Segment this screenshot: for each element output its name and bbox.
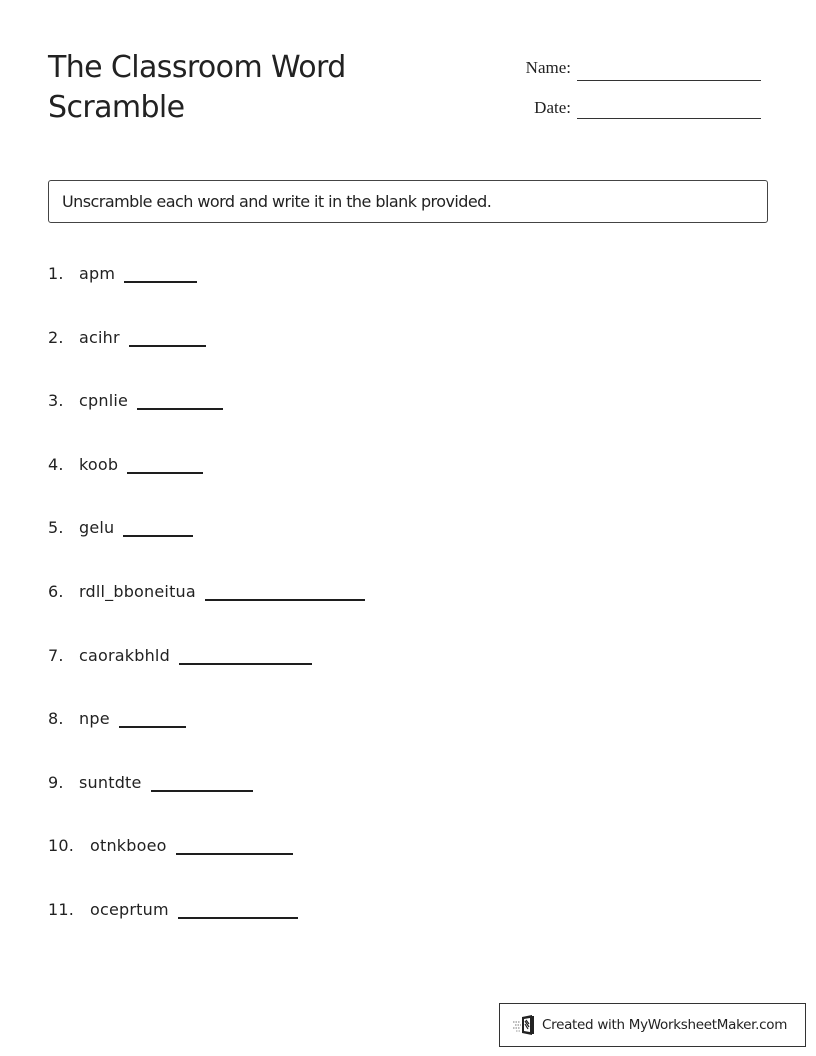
item-number: 6. — [48, 581, 64, 601]
answer-blank[interactable] — [119, 707, 186, 728]
answer-blank[interactable] — [123, 516, 193, 537]
item-number: 7. — [48, 645, 64, 665]
name-field[interactable] — [577, 79, 761, 81]
word-scramble-list — [48, 262, 365, 962]
student-info — [500, 52, 768, 128]
scrambled-word: otnkboeo — [90, 836, 167, 856]
item-number: 2. — [48, 327, 64, 347]
scrambled-word: npe — [79, 709, 110, 729]
scrambled-word: rdll_bboneitua — [79, 581, 196, 601]
item-number: 9. — [48, 772, 64, 792]
date-label: Date: — [534, 98, 571, 117]
answer-blank[interactable] — [179, 644, 312, 665]
footer-credit-badge[interactable] — [499, 1003, 806, 1047]
scramble-item — [48, 898, 365, 962]
answer-blank[interactable] — [205, 580, 365, 601]
answer-blank[interactable] — [178, 898, 298, 919]
footer-credit-text: Created with MyWorksheetMaker.com — [542, 1017, 788, 1033]
item-number: 1. — [48, 264, 64, 283]
scramble-item — [48, 834, 365, 898]
scrambled-word: apm — [79, 264, 116, 283]
scramble-item — [48, 453, 365, 517]
answer-blank[interactable] — [124, 262, 197, 283]
date-row — [500, 90, 768, 128]
answer-blank[interactable] — [127, 453, 203, 474]
answer-blank[interactable] — [151, 771, 253, 792]
scramble-item — [48, 389, 365, 453]
scrambled-word: koob — [79, 454, 119, 474]
scrambled-word: caorakbhld — [79, 645, 170, 665]
answer-blank[interactable] — [137, 389, 223, 410]
item-number: 11. — [48, 899, 75, 919]
scramble-item — [48, 771, 365, 835]
item-number: 5. — [48, 518, 64, 538]
scrambled-word: acihr — [79, 327, 120, 347]
scramble-item — [48, 262, 365, 326]
answer-blank[interactable] — [129, 326, 206, 347]
name-row — [500, 52, 768, 90]
scrambled-word: cpnlie — [79, 391, 129, 411]
scramble-item — [48, 326, 365, 390]
worksheet-title: The Classroom Word Scramble — [48, 50, 346, 125]
date-field[interactable] — [577, 117, 761, 119]
item-number: 3. — [48, 391, 64, 411]
scramble-item — [48, 516, 365, 580]
scrambled-word: gelu — [79, 518, 115, 538]
item-number: 10. — [48, 836, 75, 856]
item-number: 4. — [48, 454, 64, 474]
answer-blank[interactable] — [176, 834, 293, 855]
scrambled-word: oceprtum — [90, 899, 169, 919]
scramble-item — [48, 644, 365, 708]
worksheet-maker-logo-icon — [512, 1014, 536, 1036]
scramble-item — [48, 707, 365, 771]
scramble-item — [48, 580, 365, 644]
scrambled-word: suntdte — [79, 772, 142, 792]
item-number: 8. — [48, 709, 64, 729]
instructions-box: Unscramble each word and write it in the blank provided. — [48, 180, 768, 223]
name-label: Name: — [525, 58, 571, 77]
